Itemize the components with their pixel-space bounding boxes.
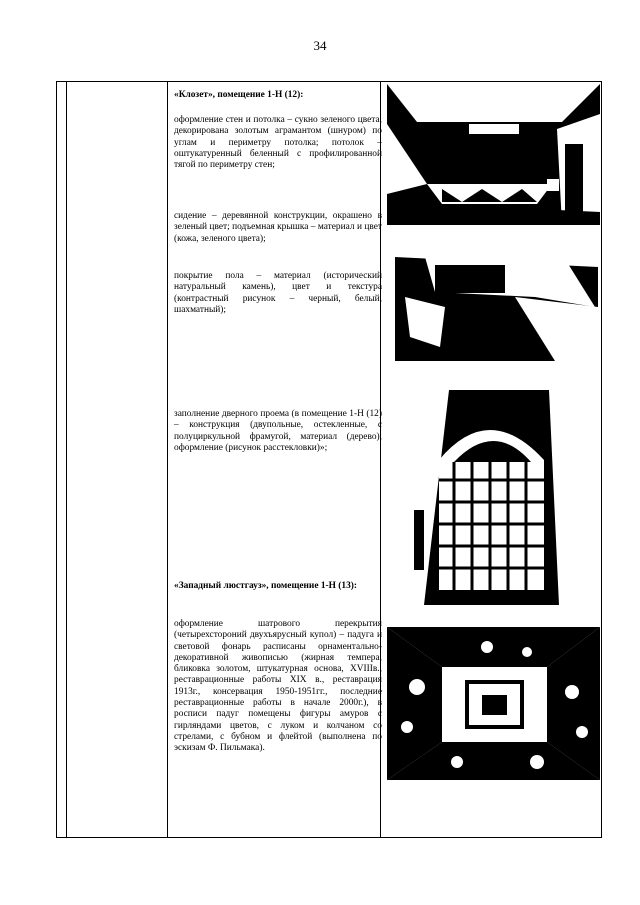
floor-text: покрытие пола – материал (исторический натуральный камень), цвет и текстура (контрастный рисунок – черный, белый, шахматный); [174, 271, 382, 315]
paragraph [174, 619, 382, 755]
section-heading [174, 581, 382, 592]
table-column-divider [167, 82, 168, 837]
document-table [56, 81, 602, 838]
page-number: 34 [313, 38, 327, 53]
table-column-divider [66, 82, 67, 837]
walls-ceiling-text: оформление стен и потолка – сукно зеленого цвета, декорирована золотым аграмантом (шнуром) по углам и периметру потолка; потолок – оштукатуренный беленный с профилированной тягой по периметру стен; [174, 115, 382, 171]
closet-floor-photo [395, 237, 598, 361]
door-opening-photo [409, 390, 574, 605]
paragraph [174, 409, 382, 454]
dome-text: оформление шатрового перекрытия (четырехстороний двухъярусный купол) – падуга и световой фонарь расписаны орнаментально-декоративной живописью (жирная темпера, бликовка золотом, штукатурная основа, XVIIIв., реставрационные работы XIX в., реставрация 1913г., консервация 1950-1951гг., последние реставрационные работы в начале 2000г.), в росписи падуг помещены фигуры амуров с гирляндами цветов, с луком и колчаном со стрелами, с бубном и флейтой (выполнена по эскизам Ф. Пильмака). [174, 619, 382, 754]
paragraph [174, 211, 382, 245]
closet-ceiling-photo [387, 84, 600, 225]
lusthaus-heading: «Западный люстгауз», помещение 1-Н (13): [174, 581, 358, 591]
section-heading [174, 90, 382, 101]
west-lusthaus-dome-photo [387, 627, 600, 780]
paragraph [174, 115, 382, 171]
seat-text: сидение – деревянной конструкции, окрашено в зеленый цвет; подъемная крышка – материал и цвет (кожа, зеленого цвета); [174, 211, 382, 244]
door-text: заполнение дверного проема (в помещение 1-Н (12) – конструкция (двупольные, остекленные, с полуциркульной фрамугой, материал (дерево), оформление (рисунок расстекловки)»; [174, 409, 382, 453]
paragraph [174, 271, 382, 316]
closet-heading: «Клозет», помещение 1-Н (12): [174, 90, 304, 100]
